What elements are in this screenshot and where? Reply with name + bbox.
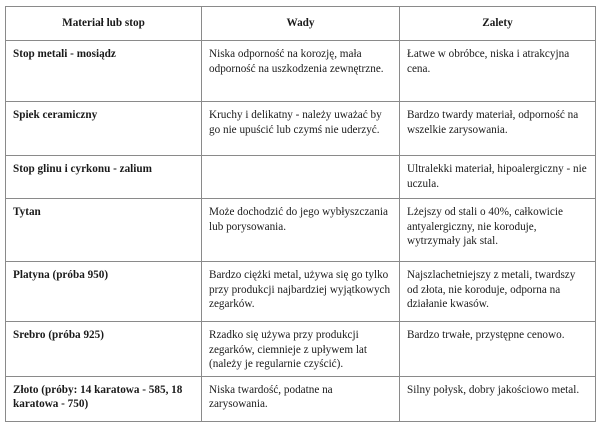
- header-row: [6, 7, 596, 41]
- header-material: Materiał lub stop: [6, 7, 202, 41]
- table-row: [6, 41, 596, 102]
- table-row: [6, 199, 596, 262]
- table-row: [6, 376, 596, 421]
- material-cell: Stop glinu i cyrkonu - zalium: [6, 156, 202, 199]
- table-body: [6, 41, 596, 422]
- wady-cell: Kruchy i delikatny - należy uważać by go nie upuścić lub czymś nie uderzyć.: [202, 102, 400, 156]
- wady-cell: Niska odporność na korozję, mała odporność na uszkodzenia zewnętrzne.: [202, 41, 400, 102]
- zalety-cell: Łatwe w obróbce, niska i atrakcyjna cena.: [400, 41, 596, 102]
- material-cell: Srebro (próba 925): [6, 322, 202, 377]
- wady-cell: [202, 156, 400, 199]
- zalety-cell: Lżejszy od stali o 40%, całkowicie antyalergiczny, nie koroduje, wytrzymały jak stal.: [400, 199, 596, 262]
- material-cell: Stop metali - mosiądz: [6, 41, 202, 102]
- table-row: [6, 156, 596, 199]
- table-header: [6, 7, 596, 41]
- zalety-cell: Silny połysk, dobry jakościowo metal.: [400, 376, 596, 421]
- table-row: [6, 262, 596, 322]
- header-zalety: Zalety: [400, 7, 596, 41]
- materials-comparison-table: [5, 6, 596, 422]
- zalety-cell: Najszlachetniejszy z metali, twardszy od złota, nie koroduje, odporna na działanie kwasów.: [400, 262, 596, 322]
- header-wady: Wady: [202, 7, 400, 41]
- wady-cell: Bardzo ciężki metal, używa się go tylko przy produkcji najbardziej wyjątkowych zegarków.: [202, 262, 400, 322]
- material-cell: Złoto (próby: 14 karatowa - 585, 18 karatowa - 750): [6, 376, 202, 421]
- material-cell: Tytan: [6, 199, 202, 262]
- zalety-cell: Bardzo twardy materiał, odporność na wszelkie zarysowania.: [400, 102, 596, 156]
- wady-cell: Może dochodzić do jego wybłyszczania lub porysowania.: [202, 199, 400, 262]
- zalety-cell: Bardzo trwałe, przystępne cenowo.: [400, 322, 596, 377]
- wady-cell: Niska twardość, podatne na zarysowania.: [202, 376, 400, 421]
- material-cell: Platyna (próba 950): [6, 262, 202, 322]
- wady-cell: Rzadko się używa przy produkcji zegarków, ciemnieje z upływem lat (należy je regularnie czyścić).: [202, 322, 400, 377]
- material-cell: Spiek ceramiczny: [6, 102, 202, 156]
- table-row: [6, 102, 596, 156]
- zalety-cell: Ultralekki materiał, hipoalergiczny - nie uczula.: [400, 156, 596, 199]
- table-row: [6, 322, 596, 377]
